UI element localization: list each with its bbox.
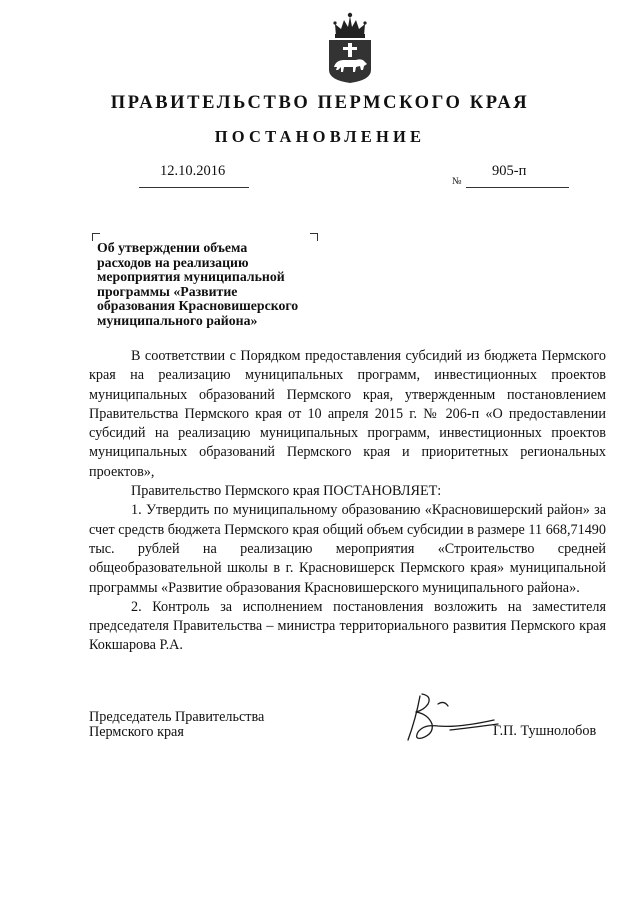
date-underline (139, 187, 249, 188)
clause-1-paragraph: 1. Утвердить по муниципальному образованию «Красновишерский район» за счет средств бюджета Пермского края общий объем субсидии в размере 11 668,71490 тыс. рублей на реализацию мероприятия «Строительство средней общеобразовательной школы в г. Красновишерск Пермского края» муниципальной программы «Развитие образования Красновишерского муниципального района». (89, 502, 606, 596)
signer-name: Г.П. Тушнолобов (493, 723, 597, 739)
subject-line: расходов на реализацию (97, 254, 249, 270)
subject-line: муниципального района» (97, 312, 258, 328)
subject-corner-right (310, 233, 318, 241)
signer-title (89, 710, 264, 740)
number-sign: № (452, 176, 462, 187)
organization-title: ПРАВИТЕЛЬСТВО ПЕРМСКОГО КРАЯ (110, 93, 530, 113)
signer-title-line: Председатель Правительства (89, 709, 265, 725)
handwritten-signature (398, 690, 502, 748)
subject-line: образования Красновишерского (97, 298, 299, 314)
coat-of-arms-emblem (326, 12, 374, 84)
subject-line: Об утверждении объема (97, 240, 248, 255)
preamble-paragraph: В соответствии с Порядком предоставления субсидий из бюджета Пермского края на реализацию муниципальных программ, инвестиционных проектов муниципальных образований Пермского края, утвержденным постановлением Правительства Пермского края от 10 апреля 2015 г. № 206-п «О предоставлении субсидий на реализацию муниципальных программ, инвестиционных проектов муниципальных образований Пермского края и приоритетных региональных проектов», (89, 348, 606, 480)
document-body (89, 347, 606, 656)
clause-2-paragraph: 2. Контроль за исполнением постановления возложить на заместителя председателя Правительства – министра территориального развития Пермского края Кокшарова Р.А. (89, 598, 606, 654)
document-type: ПОСТАНОВЛЕНИЕ (214, 127, 426, 146)
document-date: 12.10.2016 (160, 163, 226, 179)
resolves-paragraph: Правительство Пермского края ПОСТАНОВЛЯЕТ: (131, 483, 442, 500)
document-number: 905-п (492, 163, 527, 179)
subject-line: мероприятия муниципальной (97, 269, 285, 285)
subject-line: программы «Развитие (97, 283, 238, 299)
signer-title-line: Пермского края (89, 724, 184, 740)
number-underline (466, 187, 569, 188)
document-subject (97, 241, 337, 329)
